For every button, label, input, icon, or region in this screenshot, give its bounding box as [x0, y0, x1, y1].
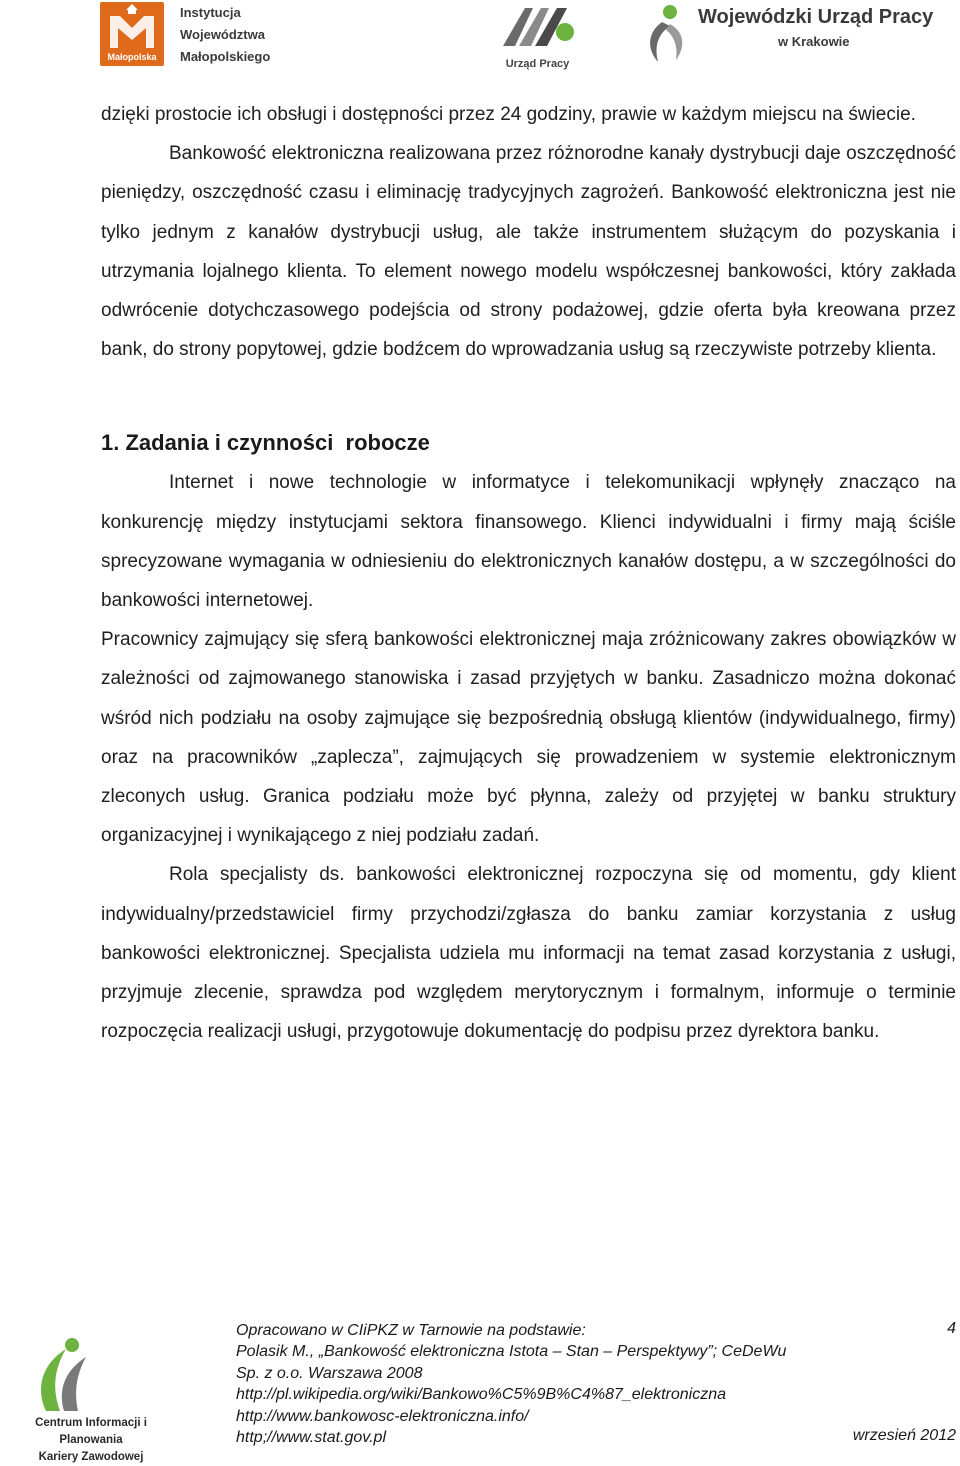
- source-line: Sp. z o.o. Warszawa 2008: [236, 1364, 423, 1382]
- ciipkz-emblem-icon: [6, 1335, 176, 1415]
- footer-date: wrzesień 2012: [852, 1427, 956, 1444]
- source-line: Opracowano w CIiPKZ w Tarnowie na podstawie:: [236, 1322, 586, 1339]
- source-link[interactable]: http://www.bankowosc-elektroniczna.info/: [236, 1407, 529, 1425]
- ciipkz-caption-line-1: Centrum Informacji i Planowania: [35, 1417, 147, 1446]
- footer-sources: [236, 1320, 916, 1448]
- body-paragraph: Bankowość elektroniczna realizowana przez różnorodne kanały dystrybucji daje oszczędność pieniędzy, oszczędność czasu i eliminację tradycyjnych zagrożeń. Bankowość elektroniczna jest nie tylko jednym z kanałów dystrybucji usług, ale także instrumentem służącym do pozyskania i utrzymania lojalnego klienta. To element nowego modelu współczesnej bankowości, który zakłada odwrócenie dotychczasowego podejścia od strony podażowej, gdzie oferta była kreowana przez bank, do strony popytowej, gdzie bodźcem do wprowadzania usług są rzeczywiste potrzeby klienta.: [101, 143, 956, 361]
- malopolska-emblem-icon: [100, 2, 164, 66]
- source-link[interactable]: http://pl.wikipedia.org/wiki/Bankowo%C5%9B%C4%87_elektroniczna: [236, 1386, 727, 1404]
- page-number: 4: [947, 1320, 956, 1337]
- urzad-pracy-emblem-icon: [495, 2, 580, 54]
- imp-logo-text: [180, 2, 270, 68]
- page-header: [0, 0, 960, 80]
- wup-logo-subtitle: w Krakowie: [778, 34, 850, 49]
- ciipkz-caption: [6, 1415, 176, 1466]
- imp-line-2: Województwa: [180, 27, 265, 42]
- source-line: Polasik M., „Bankowość elektroniczna Istota – Stan – Perspektywy”; CeDeWu: [236, 1343, 787, 1361]
- wup-krakow-logo: [640, 2, 955, 72]
- imp-line-3: Małopolskiego: [180, 49, 271, 64]
- section-heading: 1. Zadania i czynności robocze: [101, 430, 430, 456]
- urzad-pracy-caption: Urząd Pracy: [505, 58, 570, 70]
- ciipkz-caption-line-2: Kariery Zawodowej: [38, 1451, 144, 1463]
- body-paragraph: Internet i nowe technologie w informatyce i telekomunikacji wpłynęły znacząco na konkurencję między instytucjami sektora finansowego. Klienci indywidualni i firmy mają ściśle sprecyzowane wymagania w odniesieniu do elektronicznych kanałów dostępu, a w szczególności do bankowości internetowej.: [101, 472, 956, 612]
- body-paragraph: Pracownicy zajmujący się sferą bankowości elektronicznej maja zróżnicowany zakres obowiązków w zależności od zajmowanego stanowiska i zasad przyjętych w banku. Zasadniczo można dokonać wśród nich podziału na osoby zajmujące się bezpośrednią obsługą klientów (indywidualnego, firmy) oraz na pracowników „zaplecza”, zajmujących się prowadzeniem w systemie elektronicznym zleconych usług. Granica podziału może być płynna, zależy od przyjętej w banku struktury organizacyjnej i wynikającego z niej podziału zadań.: [101, 629, 956, 847]
- document-body: [101, 95, 956, 1051]
- wup-logo-title: Wojewódzki Urząd Pracy: [698, 6, 934, 28]
- imp-line-1: Instytucja: [180, 5, 241, 20]
- urzad-pracy-logo: [495, 2, 580, 72]
- ciipkz-logo: [6, 1335, 176, 1463]
- wup-emblem-icon: [640, 2, 692, 66]
- body-paragraph: dzięki prostocie ich obsługi i dostępności przez 24 godziny, prawie w każdym miejscu na świecie.: [101, 104, 916, 125]
- imp-logo: [100, 2, 275, 70]
- imp-logo-caption: Małopolska: [107, 52, 157, 62]
- body-paragraph: Rola specjalisty ds. bankowości elektronicznej rozpoczyna się od momentu, gdy klient indywidualny/przedstawiciel firmy przychodzi/zgłasza do banku zamiar korzystania z usług bankowości elektronicznej. Specjalista udziela mu informacji na temat zasad korzystania z usługi, przyjmuje zlecenie, sprawdza pod względem merytorycznym i formalnym, informuje o terminie rozpoczęcia realizacji usługi, przygotowuje dokumentację do podpisu przez dyrektora banku.: [101, 864, 956, 1043]
- source-link[interactable]: http;//www.stat.gov.pl: [236, 1429, 386, 1447]
